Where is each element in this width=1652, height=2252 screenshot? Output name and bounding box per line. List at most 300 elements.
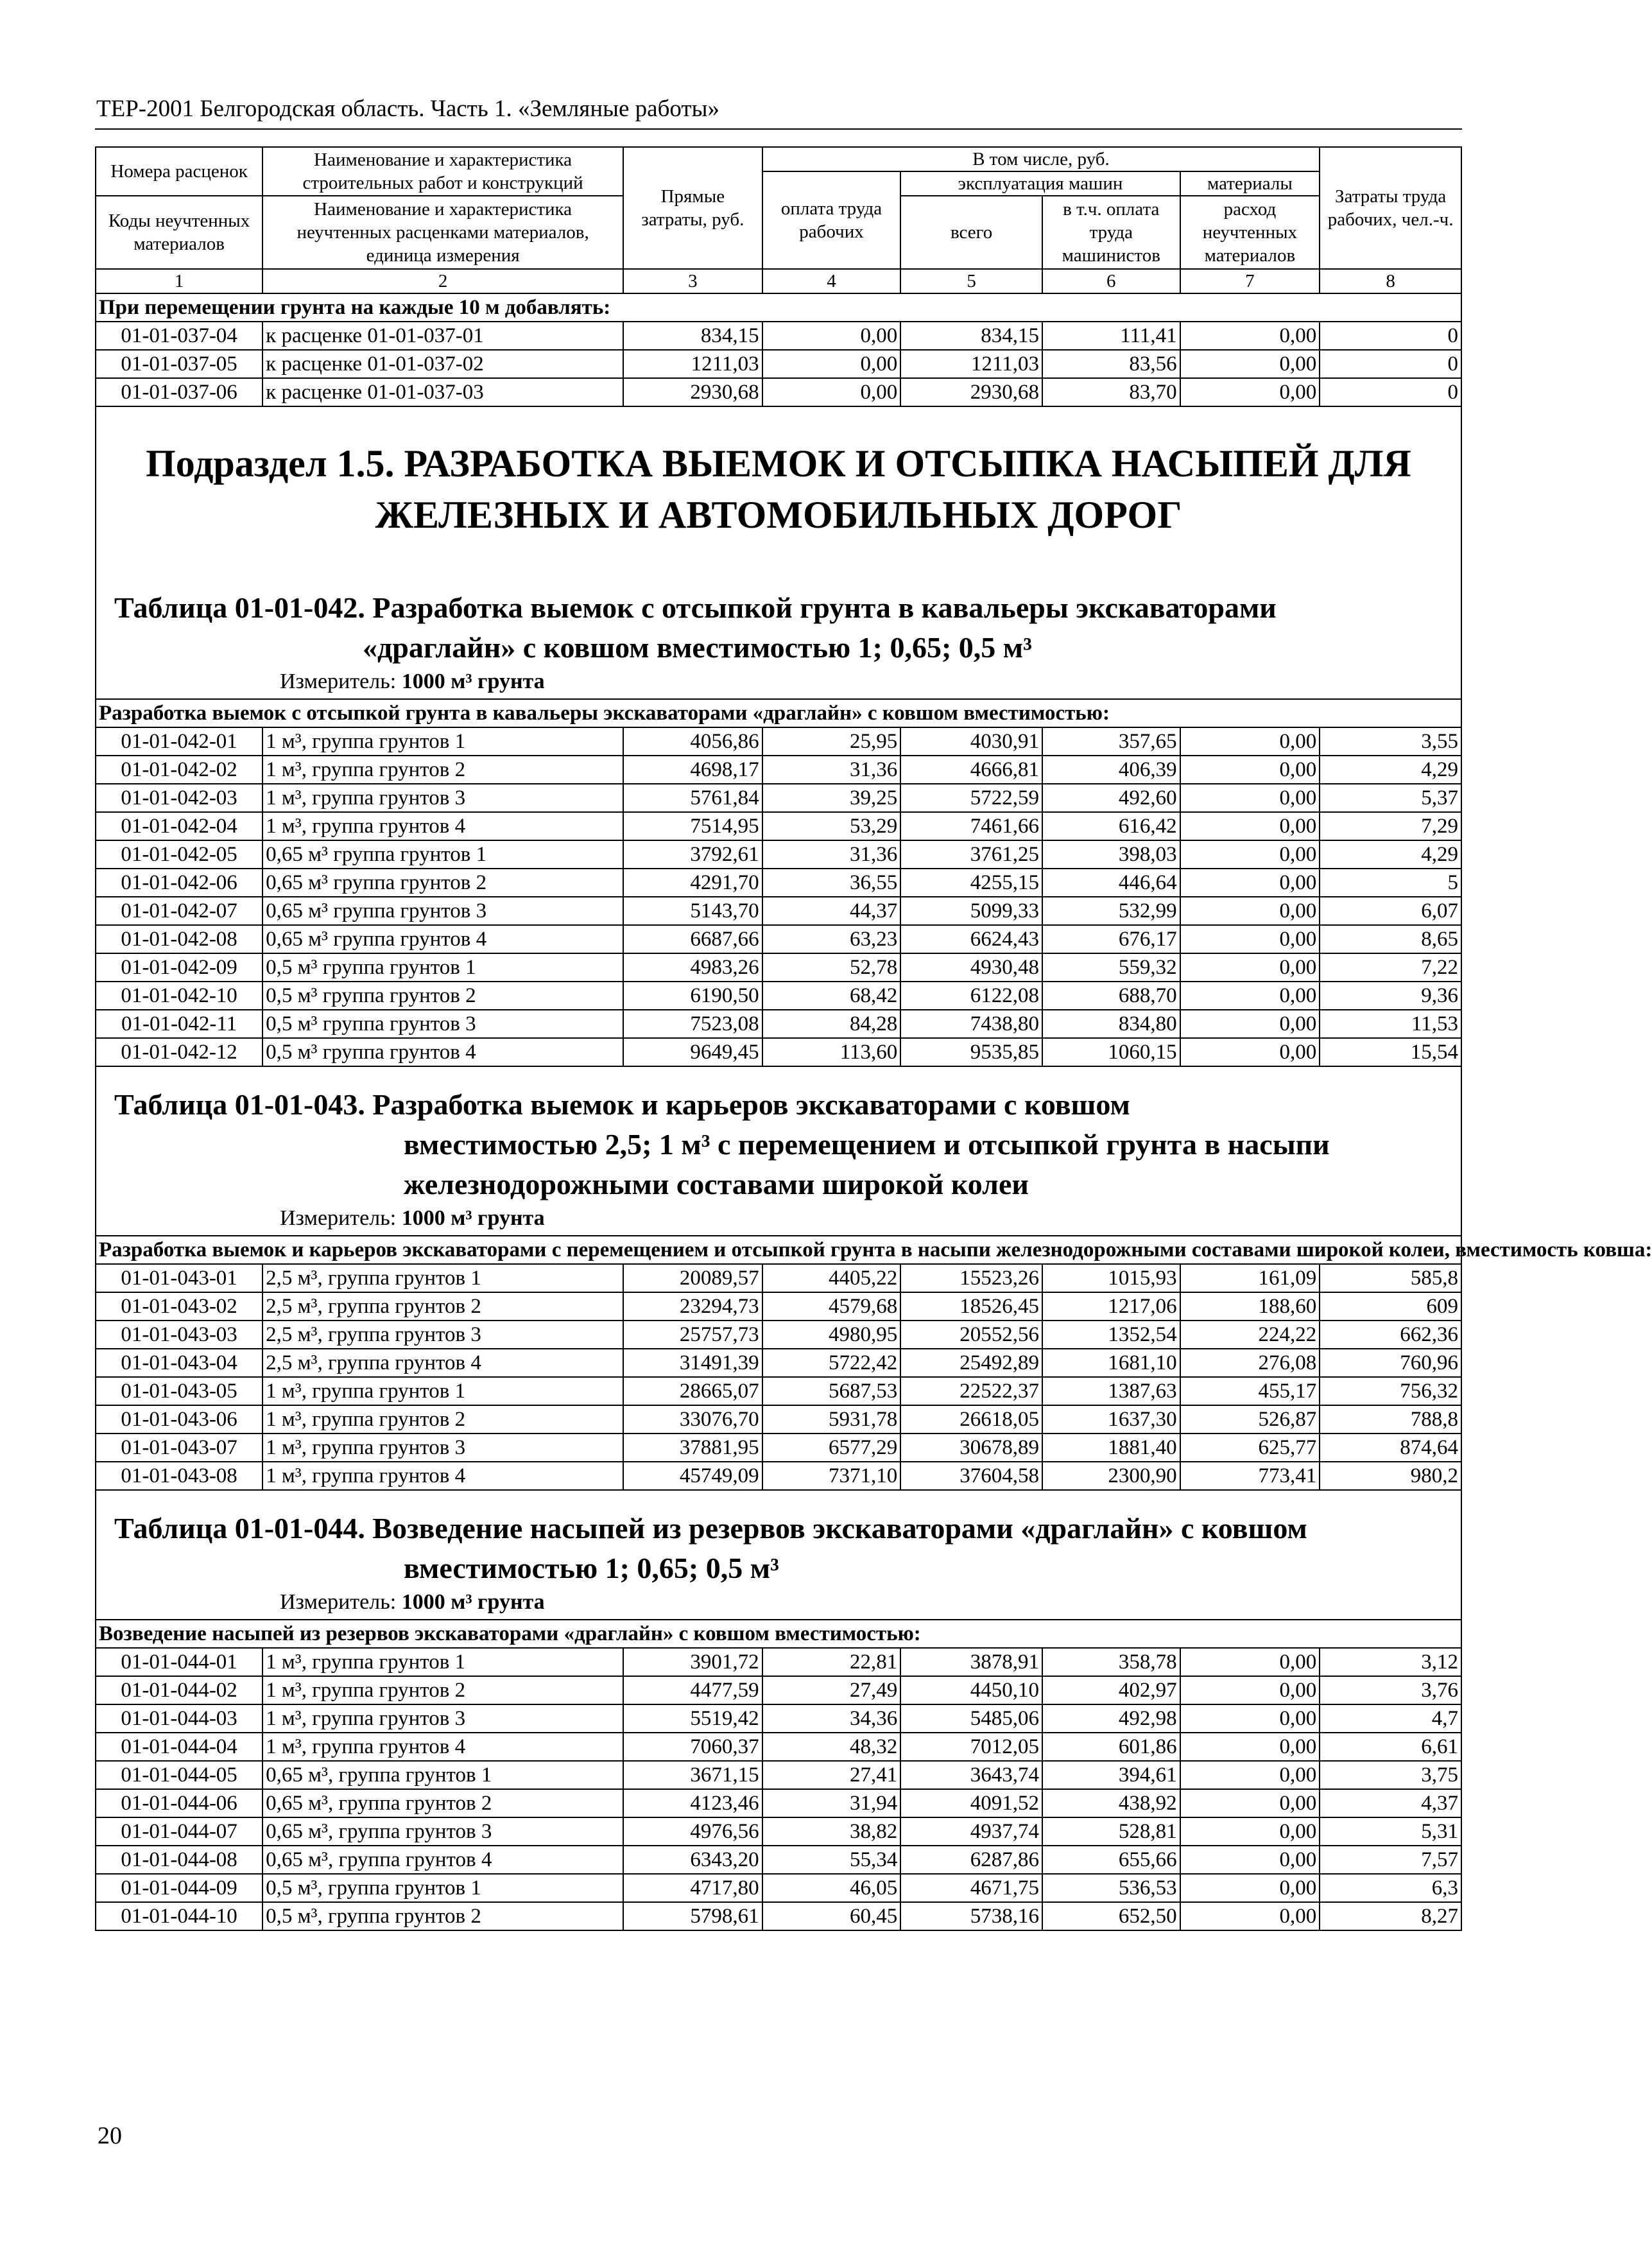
header-col7: расход неучтенных материалов [1180,196,1320,269]
rate-code: 01-01-042-08 [96,925,262,953]
table-row [96,1676,1461,1704]
labor-hours: 6,3 [1320,1874,1461,1902]
labor-hours: 5,37 [1320,784,1461,812]
rate-name: 1 м³, группа грунтов 3 [262,784,623,812]
table-row [96,322,1461,350]
labor-cost: 55,34 [762,1846,901,1874]
labor-cost: 4579,68 [762,1292,901,1321]
rate-name: 0,5 м³, группа грунтов 2 [262,1902,623,1930]
machines-total: 5485,06 [900,1704,1042,1733]
column-number: 1 [96,269,262,293]
materials-cost: 526,87 [1180,1405,1320,1433]
labor-hours: 5 [1320,869,1461,897]
machines-total: 9535,85 [900,1038,1042,1066]
labor-hours: 3,12 [1320,1648,1461,1676]
rate-name: 1 м³, группа грунтов 1 [262,1648,623,1676]
table-row [96,1648,1461,1676]
labor-cost: 34,36 [762,1704,901,1733]
machines-total: 834,15 [900,322,1042,350]
labor-hours: 6,07 [1320,897,1461,925]
rate-code: 01-01-037-04 [96,322,262,350]
machines-total: 4450,10 [900,1676,1042,1704]
header-group: В том числе, руб. [762,147,1320,171]
labor-cost: 0,00 [762,322,901,350]
machines-total: 2930,68 [900,378,1042,406]
labor-cost: 4980,95 [762,1321,901,1349]
machines-total: 22522,37 [900,1377,1042,1405]
machinist-wages: 676,17 [1042,925,1180,953]
labor-hours: 7,57 [1320,1846,1461,1874]
rate-name: 2,5 м³, группа грунтов 3 [262,1321,623,1349]
direct-cost: 4291,70 [623,869,762,897]
machines-total: 5722,59 [900,784,1042,812]
machines-total: 15523,26 [900,1264,1042,1292]
machines-total: 37604,58 [900,1462,1042,1490]
machines-total: 6624,43 [900,925,1042,953]
rate-code: 01-01-044-08 [96,1846,262,1874]
direct-cost: 834,15 [623,322,762,350]
direct-cost: 20089,57 [623,1264,762,1292]
machinist-wages: 1060,15 [1042,1038,1180,1066]
rate-name: 0,65 м³ группа грунтов 1 [262,840,623,869]
direct-cost: 25757,73 [623,1321,762,1349]
table-043-measure: Измеритель: 1000 м³ грунта [280,1206,545,1230]
labor-hours: 4,37 [1320,1789,1461,1817]
rate-name: 1 м³, группа грунтов 3 [262,1433,623,1462]
machinist-wages: 1387,63 [1042,1377,1180,1405]
materials-cost: 0,00 [1180,840,1320,869]
table-044-caption [96,1490,1461,1620]
materials-cost: 0,00 [1180,1761,1320,1789]
rate-name: 0,65 м³, группа грунтов 2 [262,1789,623,1817]
column-number: 4 [762,269,901,293]
labor-cost: 5687,53 [762,1377,901,1405]
machinist-wages: 111,41 [1042,322,1180,350]
direct-cost: 4983,26 [623,953,762,982]
machines-total: 25492,89 [900,1349,1042,1377]
table-row [96,1761,1461,1789]
labor-hours: 874,64 [1320,1433,1461,1462]
machines-total: 30678,89 [900,1433,1042,1462]
machinist-wages: 532,99 [1042,897,1180,925]
rate-name: 1 м³, группа грунтов 4 [262,812,623,840]
labor-cost: 84,28 [762,1010,901,1038]
direct-cost: 3901,72 [623,1648,762,1676]
table-row [96,982,1461,1010]
table-044-title: Таблица 01-01-044. Возведение насыпей из резервов экскаваторами «драглайн» с ковшом вместимостью 1; 0,65; 0,5 м³ [114,1512,1307,1584]
machinist-wages: 834,80 [1042,1010,1180,1038]
header-machines: эксплуатация машин [900,171,1180,196]
labor-hours: 9,36 [1320,982,1461,1010]
rate-name: 1 м³, группа грунтов 3 [262,1704,623,1733]
labor-cost: 39,25 [762,784,901,812]
rate-name: 0,65 м³, группа грунтов 4 [262,1846,623,1874]
direct-cost: 6687,66 [623,925,762,953]
machinist-wages: 528,81 [1042,1817,1180,1846]
machines-total: 4255,15 [900,869,1042,897]
column-number: 7 [1180,269,1320,293]
machines-total: 4671,75 [900,1874,1042,1902]
direct-cost: 28665,07 [623,1377,762,1405]
materials-cost: 0,00 [1180,1676,1320,1704]
materials-cost: 276,08 [1180,1349,1320,1377]
table-row [96,1349,1461,1377]
table-row [96,897,1461,925]
materials-cost: 0,00 [1180,1789,1320,1817]
machinist-wages: 616,42 [1042,812,1180,840]
labor-hours: 5,31 [1320,1817,1461,1846]
rate-name: к расценке 01-01-037-03 [262,378,623,406]
rate-name: 0,5 м³ группа грунтов 4 [262,1038,623,1066]
labor-cost: 68,42 [762,982,901,1010]
machinist-wages: 446,64 [1042,869,1180,897]
rate-name: к расценке 01-01-037-01 [262,322,623,350]
labor-hours: 6,61 [1320,1733,1461,1761]
labor-hours: 788,8 [1320,1405,1461,1433]
direct-cost: 6343,20 [623,1846,762,1874]
materials-cost: 455,17 [1180,1377,1320,1405]
rate-code: 01-01-043-08 [96,1462,262,1490]
materials-cost: 0,00 [1180,1817,1320,1846]
machinist-wages: 394,61 [1042,1761,1180,1789]
machines-total: 7438,80 [900,1010,1042,1038]
table-row [96,727,1461,756]
labor-hours: 4,29 [1320,756,1461,784]
labor-cost: 22,81 [762,1648,901,1676]
rate-code: 01-01-044-09 [96,1874,262,1902]
direct-cost: 4056,86 [623,727,762,756]
labor-cost: 4405,22 [762,1264,901,1292]
machinist-wages: 492,98 [1042,1704,1180,1733]
labor-cost: 113,60 [762,1038,901,1066]
machines-total: 4930,48 [900,953,1042,982]
machinist-wages: 1217,06 [1042,1292,1180,1321]
table-043-title: Таблица 01-01-043. Разработка выемок и карьеров экскаваторами с ковшом вместимостью 2,5; 1 м³ с перемещением и отсыпкой грунта в насыпи железнодорожными составами широкой колеи [114,1088,1330,1200]
direct-cost: 23294,73 [623,1292,762,1321]
rate-code: 01-01-044-01 [96,1648,262,1676]
materials-cost: 0,00 [1180,897,1320,925]
machines-total: 6122,08 [900,982,1042,1010]
labor-cost: 6577,29 [762,1433,901,1462]
materials-cost: 0,00 [1180,784,1320,812]
machinist-wages: 438,92 [1042,1789,1180,1817]
labor-cost: 53,29 [762,812,901,840]
table-row [96,1321,1461,1349]
machinist-wages: 357,65 [1042,727,1180,756]
labor-hours: 609 [1320,1292,1461,1321]
machines-total: 7461,66 [900,812,1042,840]
table-row [96,1462,1461,1490]
direct-cost: 7060,37 [623,1733,762,1761]
labor-hours: 756,32 [1320,1377,1461,1405]
labor-cost: 46,05 [762,1874,901,1902]
machinist-wages: 358,78 [1042,1648,1180,1676]
materials-cost: 0,00 [1180,1704,1320,1733]
machinist-wages: 83,56 [1042,350,1180,378]
column-numbers-row [96,269,1461,293]
labor-cost: 38,82 [762,1817,901,1846]
rate-code: 01-01-044-04 [96,1733,262,1761]
materials-cost: 0,00 [1180,322,1320,350]
rate-name: 1 м³, группа грунтов 2 [262,756,623,784]
labor-cost: 60,45 [762,1902,901,1930]
direct-cost: 45749,09 [623,1462,762,1490]
materials-cost: 0,00 [1180,1874,1320,1902]
machinist-wages: 492,60 [1042,784,1180,812]
machines-total: 4030,91 [900,727,1042,756]
direct-cost: 33076,70 [623,1405,762,1433]
header-rule [95,128,1462,130]
table-row [96,840,1461,869]
labor-cost: 44,37 [762,897,901,925]
rate-code: 01-01-042-12 [96,1038,262,1066]
machines-total: 5738,16 [900,1902,1042,1930]
direct-cost: 5761,84 [623,784,762,812]
rate-code: 01-01-037-06 [96,378,262,406]
table-row [96,350,1461,378]
labor-cost: 63,23 [762,925,901,953]
machinist-wages: 398,03 [1042,840,1180,869]
table-042-measure: Измеритель: 1000 м³ грунта [280,670,545,693]
rate-code: 01-01-042-06 [96,869,262,897]
table-042-title: Таблица 01-01-042. Разработка выемок с отсыпкой грунта в кавальеры экскаваторами «драглайн» с ковшом вместимостью 1; 0,65; 0,5 м³ [114,591,1277,664]
header-col2-top: Наименование и характеристика строительных работ и конструкций [262,147,623,196]
direct-cost: 4717,80 [623,1874,762,1902]
rate-code: 01-01-042-09 [96,953,262,982]
table-044-measure: Измеритель: 1000 м³ грунта [280,1590,545,1614]
machines-total: 6287,86 [900,1846,1042,1874]
rate-code: 01-01-042-01 [96,727,262,756]
group-heading: Разработка выемок и карьеров экскаваторами с перемещением и отсыпкой грунта в насыпи железнодорожными составами широкой колеи, вместимость ковша: [96,1236,1461,1264]
table-row [96,1405,1461,1433]
machines-total: 3878,91 [900,1648,1042,1676]
machinist-wages: 1681,10 [1042,1349,1180,1377]
materials-cost: 0,00 [1180,378,1320,406]
machinist-wages: 655,66 [1042,1846,1180,1874]
rate-name: 0,5 м³ группа грунтов 2 [262,982,623,1010]
labor-cost: 27,41 [762,1761,901,1789]
machines-total: 4091,52 [900,1789,1042,1817]
labor-hours: 980,2 [1320,1462,1461,1490]
labor-hours: 8,27 [1320,1902,1461,1930]
machinist-wages: 1015,93 [1042,1264,1180,1292]
rate-code: 01-01-043-02 [96,1292,262,1321]
running-title: ТЕР-2001 Белгородская область. Часть 1. «Земляные работы» [96,96,719,122]
direct-cost: 3792,61 [623,840,762,869]
direct-cost: 5143,70 [623,897,762,925]
header-col1-top: Номера расценок [96,147,262,196]
rate-name: 1 м³, группа грунтов 2 [262,1676,623,1704]
materials-cost: 0,00 [1180,350,1320,378]
rate-name: 1 м³, группа грунтов 2 [262,1405,623,1433]
materials-cost: 0,00 [1180,1902,1320,1930]
labor-hours: 4,7 [1320,1704,1461,1733]
header-col5: всего [900,196,1042,269]
rate-name: 0,5 м³, группа грунтов 1 [262,1874,623,1902]
table-row [96,756,1461,784]
rate-code: 01-01-043-04 [96,1349,262,1377]
table-row [96,1038,1461,1066]
labor-hours: 0 [1320,322,1461,350]
materials-cost: 188,60 [1180,1292,1320,1321]
labor-hours: 15,54 [1320,1038,1461,1066]
rate-name: 0,5 м³ группа грунтов 1 [262,953,623,982]
subsection-title: Подраздел 1.5. РАЗРАБОТКА ВЫЕМОК И ОТСЫПКА НАСЫПЕЙ ДЛЯ ЖЕЛЕЗНЫХ И АВТОМОБИЛЬНЫХ ДОРОГ [146,442,1411,536]
rate-code: 01-01-044-02 [96,1676,262,1704]
labor-cost: 52,78 [762,953,901,982]
rate-name: 1 м³, группа грунтов 1 [262,1377,623,1405]
column-number: 3 [623,269,762,293]
rate-code: 01-01-043-01 [96,1264,262,1292]
labor-cost: 25,95 [762,727,901,756]
labor-cost: 0,00 [762,378,901,406]
rate-code: 01-01-042-03 [96,784,262,812]
table-043-caption [96,1066,1461,1236]
table-row [96,378,1461,406]
machinist-wages: 402,97 [1042,1676,1180,1704]
materials-cost: 0,00 [1180,1038,1320,1066]
rate-code: 01-01-042-11 [96,1010,262,1038]
direct-cost: 7523,08 [623,1010,762,1038]
table-044 [96,1620,1461,1930]
block-037 [96,293,1461,406]
materials-cost: 161,09 [1180,1264,1320,1292]
machines-total: 18526,45 [900,1292,1042,1321]
rate-name: 0,65 м³ группа грунтов 4 [262,925,623,953]
table-row [96,1902,1461,1930]
direct-cost: 7514,95 [623,812,762,840]
direct-cost: 4698,17 [623,756,762,784]
header-materials: материалы [1180,171,1320,196]
materials-cost: 0,00 [1180,756,1320,784]
materials-cost: 625,77 [1180,1433,1320,1462]
table-row [96,1789,1461,1817]
labor-hours: 7,22 [1320,953,1461,982]
labor-cost: 0,00 [762,350,901,378]
machines-total: 20552,56 [900,1321,1042,1349]
rate-code: 01-01-042-05 [96,840,262,869]
group-heading: Разработка выемок с отсыпкой грунта в кавальеры экскаваторами «драглайн» с ковшом вместимостью: [96,699,1461,727]
machines-total: 1211,03 [900,350,1042,378]
direct-cost: 4976,56 [623,1817,762,1846]
materials-cost: 0,00 [1180,869,1320,897]
labor-hours: 11,53 [1320,1010,1461,1038]
table-row [96,1817,1461,1846]
table-row [96,1010,1461,1038]
rate-code: 01-01-042-04 [96,812,262,840]
labor-hours: 760,96 [1320,1349,1461,1377]
direct-cost: 3671,15 [623,1761,762,1789]
table-row [96,812,1461,840]
column-number: 5 [900,269,1042,293]
table-row [96,784,1461,812]
labor-cost: 31,36 [762,756,901,784]
rate-code: 01-01-042-02 [96,756,262,784]
machinist-wages: 1881,40 [1042,1433,1180,1462]
labor-hours: 3,75 [1320,1761,1461,1789]
direct-cost: 37881,95 [623,1433,762,1462]
rate-code: 01-01-042-07 [96,897,262,925]
rate-name: 2,5 м³, группа грунтов 2 [262,1292,623,1321]
direct-cost: 31491,39 [623,1349,762,1377]
materials-cost: 0,00 [1180,727,1320,756]
labor-hours: 3,76 [1320,1676,1461,1704]
rates-table-frame [95,146,1652,2090]
labor-hours: 7,29 [1320,812,1461,840]
rates-table [95,146,1652,1931]
labor-hours: 8,65 [1320,925,1461,953]
header-col8: Затраты труда рабочих, чел.-ч. [1320,147,1461,269]
labor-hours: 4,29 [1320,840,1461,869]
rate-name: 0,5 м³ группа грунтов 3 [262,1010,623,1038]
column-number: 2 [262,269,623,293]
machines-total: 26618,05 [900,1405,1042,1433]
machinist-wages: 1352,54 [1042,1321,1180,1349]
table-row [96,925,1461,953]
rate-name: 1 м³, группа грунтов 4 [262,1733,623,1761]
header-col1-bottom: Коды неучтенных материалов [96,196,262,269]
table-043 [96,1236,1652,1490]
table-row [96,1733,1461,1761]
rate-name: 0,65 м³ группа грунтов 3 [262,897,623,925]
machines-total: 7012,05 [900,1733,1042,1761]
table-042 [96,699,1461,1066]
machines-total: 4666,81 [900,756,1042,784]
labor-hours: 3,55 [1320,727,1461,756]
column-number: 8 [1320,269,1461,293]
table-row [96,1264,1461,1292]
labor-hours: 0 [1320,350,1461,378]
rate-code: 01-01-044-10 [96,1902,262,1930]
machinist-wages: 406,39 [1042,756,1180,784]
table-row [96,1704,1461,1733]
labor-cost: 7371,10 [762,1462,901,1490]
materials-cost: 0,00 [1180,1846,1320,1874]
labor-cost: 48,32 [762,1733,901,1761]
table-row [96,1846,1461,1874]
table-header [96,147,1461,293]
table-row [96,953,1461,982]
materials-cost: 224,22 [1180,1321,1320,1349]
table-row [96,1433,1461,1462]
group-heading: Возведение насыпей из резервов экскаваторами «драглайн» с ковшом вместимостью: [96,1620,1461,1648]
rate-name: 0,65 м³ группа грунтов 2 [262,869,623,897]
group-heading: При перемещении грунта на каждые 10 м добавлять: [96,293,1461,322]
rate-code: 01-01-044-07 [96,1817,262,1846]
machines-total: 5099,33 [900,897,1042,925]
rate-code: 01-01-042-10 [96,982,262,1010]
materials-cost: 0,00 [1180,1010,1320,1038]
rate-code: 01-01-037-05 [96,350,262,378]
rate-name: 1 м³, группа грунтов 4 [262,1462,623,1490]
labor-cost: 31,36 [762,840,901,869]
table-row [96,1292,1461,1321]
direct-cost: 4123,46 [623,1789,762,1817]
rate-code: 01-01-044-06 [96,1789,262,1817]
labor-hours: 585,8 [1320,1264,1461,1292]
machines-total: 3643,74 [900,1761,1042,1789]
machinist-wages: 536,53 [1042,1874,1180,1902]
direct-cost: 2930,68 [623,378,762,406]
rate-code: 01-01-044-03 [96,1704,262,1733]
materials-cost: 773,41 [1180,1462,1320,1490]
machinist-wages: 1637,30 [1042,1405,1180,1433]
rate-name: 0,65 м³, группа грунтов 3 [262,1817,623,1846]
direct-cost: 6190,50 [623,982,762,1010]
header-col6: в т.ч. оплата труда машинистов [1042,196,1180,269]
labor-cost: 36,55 [762,869,901,897]
page-number: 20 [98,2122,122,2149]
